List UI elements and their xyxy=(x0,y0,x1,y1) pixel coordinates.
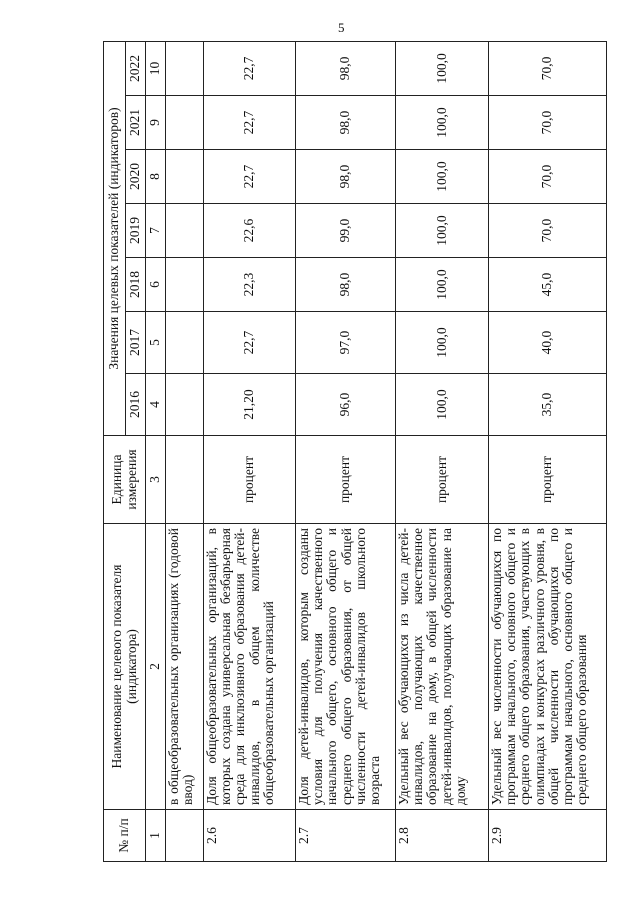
index-cell: 5 xyxy=(146,312,166,374)
index-cell: 10 xyxy=(146,41,166,95)
value-cell xyxy=(166,150,204,204)
index-cell: 1 xyxy=(146,810,166,862)
unit-cell: процент xyxy=(296,436,396,524)
value-cell xyxy=(166,96,204,150)
table-row xyxy=(204,41,296,861)
header-name: Наименование целевого показателя (индикатора) xyxy=(104,524,146,810)
table-row xyxy=(166,41,204,861)
value-cell: 100,0 xyxy=(396,374,489,436)
value-cell xyxy=(166,204,204,258)
value-cell: 70,0 xyxy=(489,96,607,150)
value-cell: 70,0 xyxy=(489,204,607,258)
indicator-name: Доля общеобразовательных организаций, в которых создана универсальная безбарьерная среда для инклюзивного образования детей-инвалидов, в общем количестве общеобразовательных организаций xyxy=(204,524,296,810)
indicator-name: Удельный вес численности обучающихся по программам начального, основного общего и среднего общего образования, участвующих в олимпиадах и конкурсах различного уровня, в общей численности обучающихся по программам начального, основного общего и среднего общего образования xyxy=(489,524,607,810)
value-cell xyxy=(166,258,204,312)
unit-cell xyxy=(166,436,204,524)
value-cell: 22,7 xyxy=(204,150,296,204)
table-row xyxy=(296,41,396,861)
table-row xyxy=(396,41,489,861)
header-year: 2020 xyxy=(126,150,146,204)
value-cell: 98,0 xyxy=(296,258,396,312)
indicator-name: в общеобразовательных организациях (годовой ввод) xyxy=(166,524,204,810)
value-cell xyxy=(166,41,204,95)
value-cell: 98,0 xyxy=(296,96,396,150)
value-cell: 98,0 xyxy=(296,150,396,204)
index-cell: 8 xyxy=(146,150,166,204)
value-cell: 99,0 xyxy=(296,204,396,258)
row-number: 2.6 xyxy=(204,810,296,862)
row-number: 2.9 xyxy=(489,810,607,862)
value-cell: 100,0 xyxy=(396,96,489,150)
rotated-table-wrapper xyxy=(103,42,606,862)
unit-cell: процент xyxy=(204,436,296,524)
header-row-1 xyxy=(104,41,126,861)
indicators-table xyxy=(103,41,607,862)
unit-cell: процент xyxy=(489,436,607,524)
indicator-name: Доля детей-инвалидов, которым созданы условия для получения качественного начального общего, основного общего и среднего общего образования, от общей численности детей-инвалидов школьного возраста xyxy=(296,524,396,810)
index-row xyxy=(146,41,166,861)
header-unit: Единица измерения xyxy=(104,436,146,524)
index-cell: 3 xyxy=(146,436,166,524)
value-cell: 70,0 xyxy=(489,41,607,95)
row-number: 2.7 xyxy=(296,810,396,862)
page-number: 5 xyxy=(338,20,345,35)
index-cell: 4 xyxy=(146,374,166,436)
value-cell: 96,0 xyxy=(296,374,396,436)
value-cell: 22,7 xyxy=(204,312,296,374)
index-cell: 6 xyxy=(146,258,166,312)
row-number: 2.8 xyxy=(396,810,489,862)
value-cell: 22,3 xyxy=(204,258,296,312)
row-number xyxy=(166,810,204,862)
header-year: 2019 xyxy=(126,204,146,258)
value-cell: 21,20 xyxy=(204,374,296,436)
value-cell: 22,7 xyxy=(204,96,296,150)
value-cell: 22,7 xyxy=(204,41,296,95)
value-cell: 100,0 xyxy=(396,41,489,95)
header-year: 2021 xyxy=(126,96,146,150)
value-cell xyxy=(166,374,204,436)
value-cell: 100,0 xyxy=(396,204,489,258)
index-cell: 7 xyxy=(146,204,166,258)
header-year: 2022 xyxy=(126,41,146,95)
index-cell: 9 xyxy=(146,96,166,150)
header-values-group: Значения целевых показателей (индикаторов) xyxy=(104,41,126,435)
value-cell: 100,0 xyxy=(396,258,489,312)
value-cell: 98,0 xyxy=(296,41,396,95)
value-cell xyxy=(166,312,204,374)
header-year: 2016 xyxy=(126,374,146,436)
value-cell: 45,0 xyxy=(489,258,607,312)
value-cell: 22,6 xyxy=(204,204,296,258)
value-cell: 97,0 xyxy=(296,312,396,374)
header-year: 2018 xyxy=(126,258,146,312)
table-row xyxy=(489,41,607,861)
value-cell: 70,0 xyxy=(489,150,607,204)
header-num: № п/п xyxy=(104,810,146,862)
value-cell: 100,0 xyxy=(396,312,489,374)
value-cell: 35,0 xyxy=(489,374,607,436)
index-cell: 2 xyxy=(146,524,166,810)
unit-cell: процент xyxy=(396,436,489,524)
header-year: 2017 xyxy=(126,312,146,374)
indicator-name: Удельный вес обучающихся из числа детей-инвалидов, получающих качественное образование на дому, в общей численности детей-инвалидов, получающих образование на дому xyxy=(396,524,489,810)
value-cell: 100,0 xyxy=(396,150,489,204)
value-cell: 40,0 xyxy=(489,312,607,374)
